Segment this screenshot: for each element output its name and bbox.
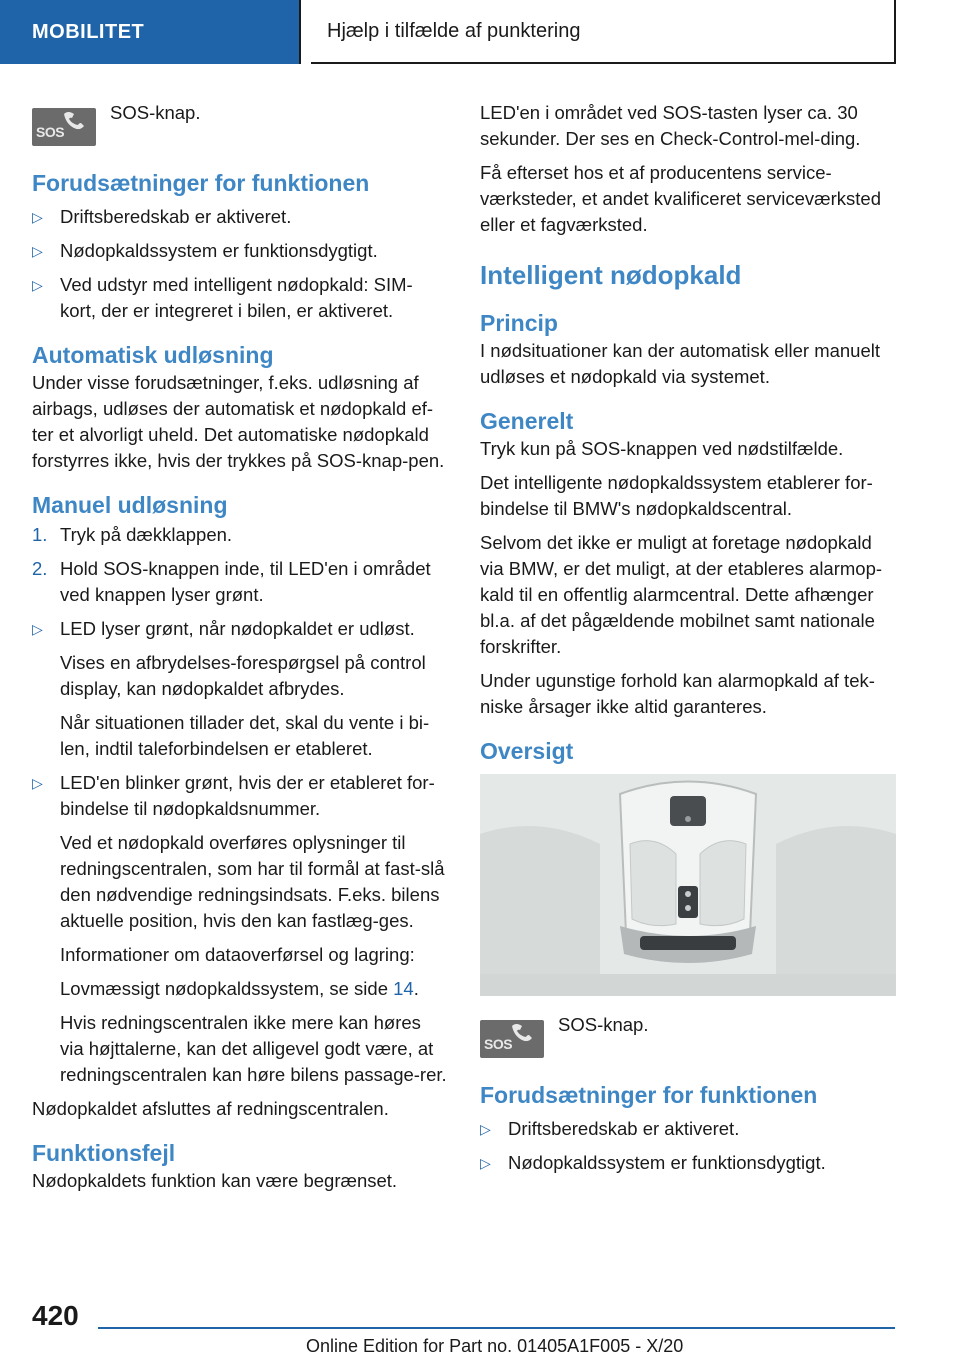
heading-generelt: Generelt [480,408,574,434]
princip-text: I nødsituationer kan der automatisk eller manuelt udløses et nødopkald via systemet. [480,340,881,387]
triangle-bullet-icon: ▷ [32,209,43,225]
generelt-text-2: Det intelligente nødopkaldssystem etablerer for-bindelse til BMW's nødopkaldscentral. [480,472,873,519]
header-section-label: MOBILITET [32,20,145,43]
step-number: 1. [32,524,48,545]
triangle-bullet-icon: ▷ [32,243,43,259]
list-item [32,770,448,822]
heading-princip: Princip [480,310,558,336]
heading-funktionsfejl: Funktionsfejl [32,1140,176,1166]
header-title: Hjælp i tilfælde af punktering [327,19,581,42]
phone-handset-icon [60,110,90,130]
cross-ref-text: Lovmæssigt nødopkaldssystem, se side [60,978,394,999]
list-item-text: Nødopkaldssystem er funktionsdygtigt. [508,1152,826,1173]
led1-sub-2: Når situationen tillader det, skal du vente i bi-len, indtil taleforbindelsen er etableret. [60,712,430,759]
triangle-bullet-icon: ▷ [480,1121,491,1137]
generelt-text-3: Selvom det ikke er muligt at foretage nødopkald via BMW, er det muligt, at der etableres alarmop-kald til en offentlig alarmcentral. Dette afhænger bl.a. af det pågældende mobilnet samt nationale forskrifter. [480,532,883,657]
heading-automatisk: Automatisk udløsning [32,342,274,368]
end-text: Nødopkaldet afsluttes af redningscentralen. [32,1098,389,1119]
sos-icon-label: SOS [484,1036,513,1052]
generelt-text-4: Under ugunstige forhold kan alarmopkald af tek-niske årsager ikke altid garanteres. [480,670,875,717]
funktionsfejl-text: Nødopkaldets funktion kan være begrænset. [32,1170,398,1191]
list-item-text: Ved udstyr med intelligent nødopkald: SIM-kort, der er integreret i bilen, er aktiveret. [60,274,413,321]
heading-forudsaetninger-2: Forudsætninger for funktionen [480,1082,818,1108]
sos-button-image [480,1020,544,1058]
led2-sub-4: Hvis redningscentralen ikke mere kan høres via højttalerne, kan det alligevel godt være, at redningscentralen kan høre bilens passage-rer. [60,1012,447,1085]
manuel-steps [32,522,448,608]
list-item [32,238,448,264]
list-item [480,1116,896,1142]
sos-button-image [32,108,96,146]
triangle-bullet-icon: ▷ [480,1155,491,1171]
led1-sub-1: Vises en afbrydelses-forespørgsel på control display, kan nødopkaldet afbrydes. [60,652,426,699]
led-list-2 [32,770,448,822]
generelt-text-1: Tryk kun på SOS-knappen ved nødstilfælde. [480,438,844,459]
led-list [32,616,448,642]
heading-oversigt: Oversigt [480,738,574,764]
forudsaetninger-list [32,204,448,324]
header-title-box [311,0,896,64]
heading-manuel: Manuel udløsning [32,492,228,518]
page-link[interactable]: 14 [393,978,414,999]
heading-forudsaetninger: Forudsætninger for funktionen [32,170,370,196]
sos-button-figure [32,100,448,146]
step-text: Tryk på dækklappen. [60,524,233,545]
step-item [32,522,448,548]
footer-edition: Online Edition for Part no. 01405A1F005 - X/20 [306,1336,684,1356]
list-item-text: Driftsberedskab er aktiveret. [60,206,292,227]
overhead-console-photo [480,774,896,996]
triangle-bullet-icon: ▷ [32,277,43,293]
led2-sub-1: Ved et nødopkald overføres oplysninger til redningscentralen, som har til formål at fast-slå den nødvendige redningsindsats. F.eks. bilens aktuelle position, hvis den kan fastlæg-ges. [60,832,445,931]
phone-handset-icon [508,1022,538,1042]
left-column [32,100,448,1202]
list-item [32,616,448,642]
led2-sub-3 [32,976,448,1002]
cross-ref-end: . [413,978,419,999]
step-text: Hold SOS-knappen inde, til LED'en i området ved knappen lyser grønt. [60,558,431,605]
step-number: 2. [32,558,48,579]
step-item [32,556,448,608]
page-number: 420 [32,1300,79,1331]
led-text: LED'en i området ved SOS-tasten lyser ca. 30 sekunder. Der ses en Check-Control-mel-ding. [480,102,861,149]
led2-sub-2: Informationer om dataoverførsel og lagring: [60,944,415,965]
list-item-text: LED'en blinker grønt, hvis der er etableret for-bindelse til nødopkaldsnummer. [60,772,435,819]
heading-intelligent: Intelligent nødopkald [480,260,742,290]
sos-icon-label: SOS [36,124,65,140]
sos-button-figure-2 [480,1012,896,1058]
triangle-bullet-icon: ▷ [32,621,43,637]
list-item-text: Driftsberedskab er aktiveret. [508,1118,740,1139]
sos-caption: SOS-knap. [110,102,201,123]
automatisk-text: Under visse forudsætninger, f.eks. udløsning af airbags, udløses der automatisk et nødopkald ef-ter et alvorligt uheld. Det automatiske nødopkald forstyrres ikke, hvis der trykkes på SOS-knap-pen. [32,372,445,471]
footer-rule [98,1327,895,1329]
overhead-console-illustration [480,774,896,996]
list-item-text: LED lyser grønt, når nødopkaldet er udløst. [60,618,415,639]
list-item-text: Nødopkaldssystem er funktionsdygtigt. [60,240,378,261]
triangle-bullet-icon: ▷ [32,775,43,791]
list-item [480,1150,896,1176]
service-text: Få efterset hos et af producentens service-værksteder, et andet kvalificeret serviceværksted eller et fagværksted. [480,162,881,235]
forudsaetninger-list-2 [480,1116,896,1176]
header-section-tab [0,0,299,64]
list-item [32,272,448,324]
header-divider [299,0,301,64]
sos-caption: SOS-knap. [558,1014,649,1035]
list-item [32,204,448,230]
right-column [480,100,896,1184]
